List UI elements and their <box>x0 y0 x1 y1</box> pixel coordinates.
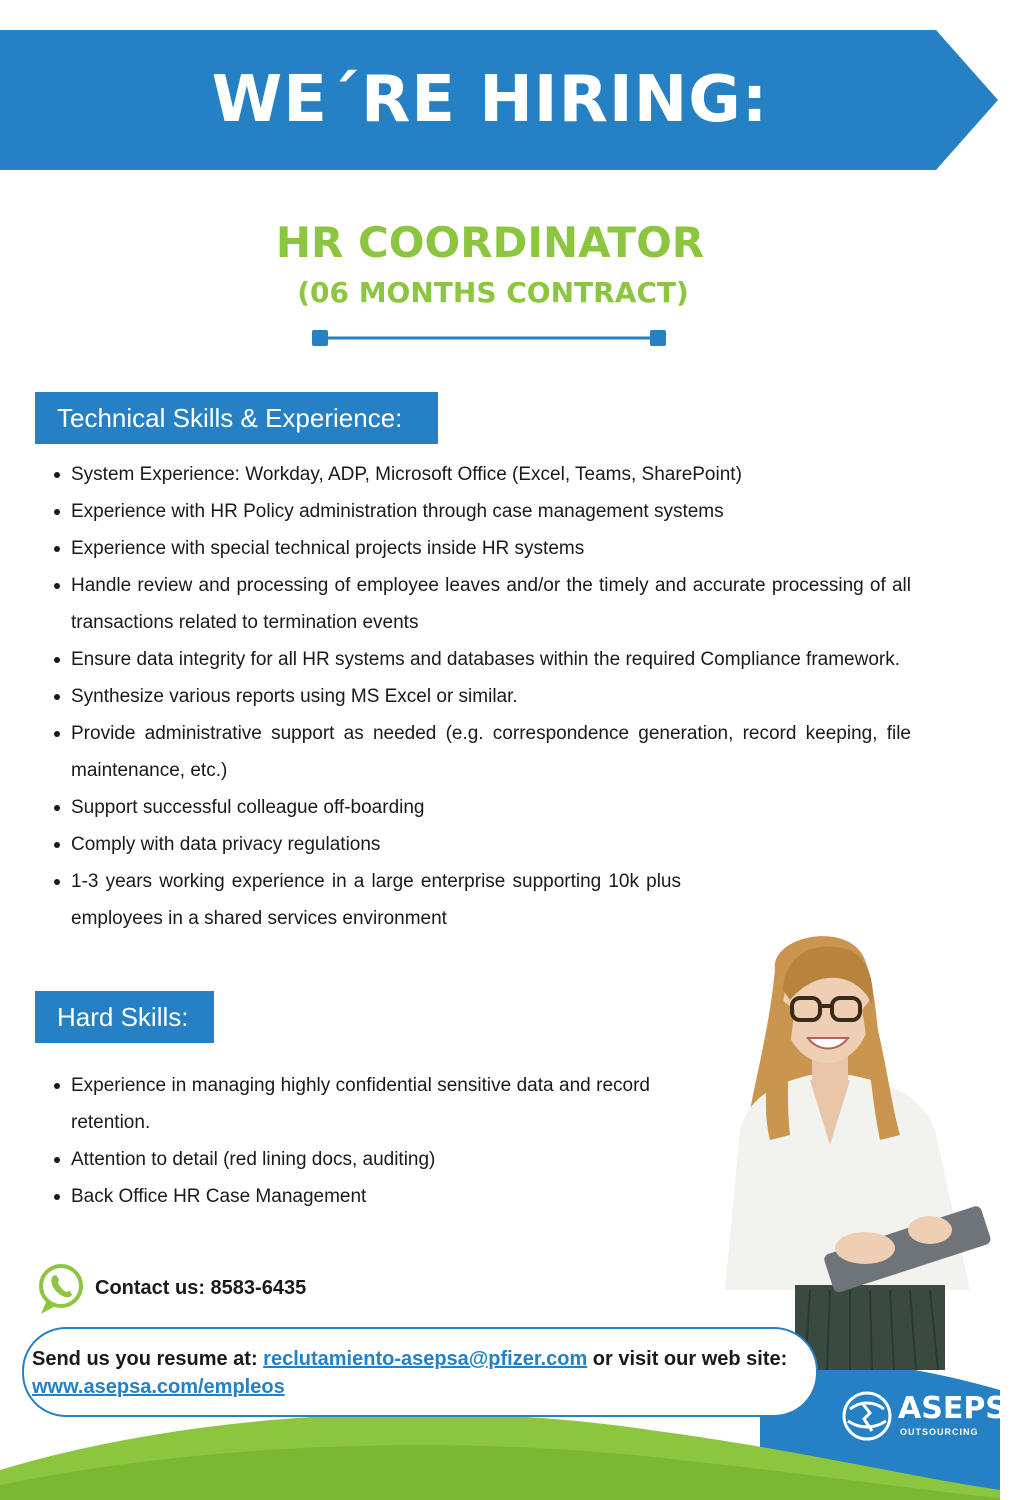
hard-skills-list <box>50 1067 650 1215</box>
globe-logo-icon <box>840 1389 894 1443</box>
asepsa-logo <box>840 1385 1030 1445</box>
list-item: Attention to detail (red lining docs, auditing) <box>50 1141 650 1178</box>
title-divider <box>312 328 666 348</box>
list-item: Synthesize various reports using MS Excel or similar. <box>50 678 911 715</box>
logo-name: ASEPSA <box>898 1391 1030 1426</box>
employee-photo <box>700 930 990 1370</box>
technical-skills-heading: Technical Skills & Experience: <box>35 392 438 444</box>
list-item: Support successful colleague off-boarding <box>50 789 911 826</box>
job-title: HR COORDINATOR <box>275 218 705 267</box>
list-item: System Experience: Workday, ADP, Microsoft Office (Excel, Teams, SharePoint) <box>50 456 911 493</box>
hard-skills-heading: Hard Skills: <box>35 991 214 1043</box>
job-subtitle: (06 MONTHS CONTRACT) <box>297 276 689 309</box>
list-item: Experience with special technical projects inside HR systems <box>50 530 911 567</box>
whatsapp-icon <box>37 1262 85 1316</box>
list-item: Experience with HR Policy administration through case management systems <box>50 493 911 530</box>
banner-heading: WE´RE HIRING: <box>211 63 769 137</box>
list-item: Experience in managing highly confidential sensitive data and record retention. <box>50 1067 650 1141</box>
email-link[interactable]: reclutamiento-asepsa@pfizer.com <box>263 1348 588 1370</box>
list-item: Provide administrative support as needed (e.g. correspondence generation, record keeping, file maintenance, etc.) <box>50 715 911 789</box>
list-item: Comply with data privacy regulations <box>50 826 911 863</box>
list-item: 1-3 years working experience in a large enterprise supporting 10k plus employees in a shared services environment <box>50 863 911 937</box>
list-item: Back Office HR Case Management <box>50 1178 650 1215</box>
resume-middle: or visit our web site: <box>587 1348 788 1370</box>
list-item: Handle review and processing of employee leaves and/or the timely and accurate processing of all transactions related to termination events <box>50 567 911 641</box>
logo-tagline: OUTSOURCING <box>900 1427 979 1437</box>
resume-instructions <box>32 1345 822 1401</box>
list-item: Ensure data integrity for all HR systems and databases within the required Compliance framework. <box>50 641 911 678</box>
resume-prefix: Send us you resume at: <box>32 1348 264 1370</box>
website-link[interactable]: www.asepsa.com/empleos <box>32 1376 285 1398</box>
technical-skills-list <box>50 456 911 937</box>
hiring-banner <box>0 30 1000 170</box>
contact-phone: Contact us: 8583-6435 <box>95 1277 307 1299</box>
